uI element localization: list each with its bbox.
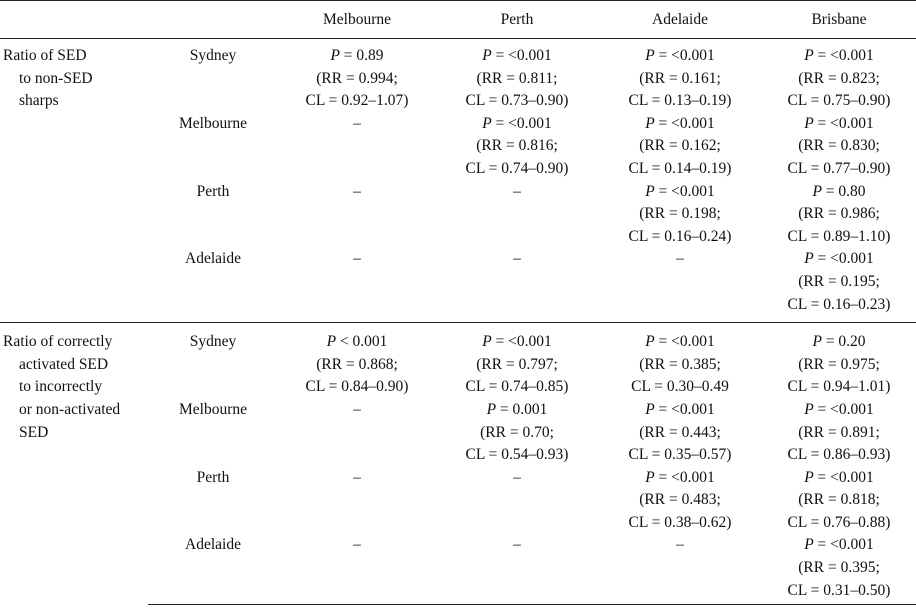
- p-symbol: P: [482, 333, 492, 351]
- table-cell: [598, 323, 762, 399]
- group-label: [0, 323, 148, 605]
- rr-value: (RR = 0.797;: [476, 355, 558, 373]
- cl-value: CL = 0.84–0.90): [305, 378, 409, 396]
- p-symbol: P: [645, 333, 655, 351]
- empty-cell-dash: –: [513, 250, 521, 268]
- p-value-line: [598, 113, 762, 136]
- cl-value: CL = 0.75–0.90): [787, 92, 891, 110]
- row-city-label: Adelaide: [148, 534, 278, 604]
- p-value: = <0.001: [813, 536, 874, 554]
- table-cell: [762, 181, 916, 249]
- p-symbol: P: [645, 468, 655, 486]
- row-city-label: Sydney: [148, 323, 278, 399]
- p-value: = 0.20: [821, 333, 866, 351]
- table-cell: [278, 399, 436, 467]
- table-cell: [598, 467, 762, 535]
- p-symbol: P: [804, 536, 814, 554]
- p-value: = <0.001: [813, 468, 874, 486]
- p-value: = <0.001: [654, 333, 715, 351]
- table-cell: [278, 323, 436, 399]
- empty-cell-dash: –: [513, 182, 521, 200]
- header-blank-1: [0, 1, 148, 39]
- p-value: = 0.89: [339, 47, 384, 64]
- p-symbol: P: [804, 400, 814, 418]
- p-value-line: [436, 399, 598, 422]
- table-cell: [598, 39, 762, 113]
- p-value-line: [278, 45, 436, 68]
- p-value-line: [436, 331, 598, 354]
- column-header-adelaide: Adelaide: [598, 1, 762, 39]
- cl-value: CL = 0.76–0.88): [787, 513, 891, 531]
- cl-value: CL = 0.31–0.50): [787, 581, 891, 599]
- row-city-label: Sydney: [189, 47, 237, 64]
- table-group-sed-ratio: [0, 39, 916, 323]
- cl-value: CL = 0.89–1.10): [787, 227, 891, 245]
- p-symbol: P: [645, 400, 655, 418]
- column-header-melbourne: Melbourne: [278, 1, 436, 39]
- p-symbol: P: [812, 182, 822, 200]
- rr-value: (RR = 0.195;: [798, 272, 880, 290]
- table-cell: [278, 113, 436, 181]
- cl-value: CL = 0.74–0.85): [465, 378, 569, 396]
- row-city-label: Perth: [196, 182, 230, 200]
- rr-value: (RR = 0.161;: [639, 69, 721, 87]
- cl-value: CL = 0.73–0.90): [465, 92, 569, 110]
- p-value-line: [762, 534, 916, 557]
- rr-value: (RR = 0.385;: [639, 355, 721, 373]
- p-value-line: [762, 181, 916, 204]
- rr-value: (RR = 0.823;: [798, 69, 880, 87]
- p-value: = 0.80: [821, 182, 866, 200]
- empty-cell-dash: –: [676, 250, 684, 268]
- p-value-line: [762, 331, 916, 354]
- header-blank-2: [148, 1, 278, 39]
- table-row: [0, 323, 916, 399]
- p-symbol: P: [482, 114, 492, 132]
- p-value-line: [598, 45, 762, 68]
- group-label: [0, 39, 148, 323]
- rr-value: (RR = 0.994;: [316, 69, 398, 87]
- empty-cell-dash: –: [353, 250, 361, 268]
- p-symbol: P: [326, 333, 337, 351]
- group-label-line: activated SED: [19, 355, 109, 373]
- table-cell: [762, 113, 916, 181]
- p-value: = <0.001: [491, 114, 552, 132]
- table-group-activation-ratio: [0, 323, 916, 605]
- table-row: [0, 39, 916, 113]
- p-symbol: P: [804, 47, 814, 64]
- table-cell: [278, 181, 436, 249]
- cl-value: CL = 0.92–1.07): [305, 92, 409, 110]
- p-symbol: P: [486, 400, 497, 418]
- p-value-line: [762, 45, 916, 68]
- table-header: [0, 1, 916, 39]
- p-value: = <0.001: [813, 250, 874, 268]
- table-cell: [762, 323, 916, 399]
- p-value: = <0.001: [654, 468, 715, 486]
- empty-cell-dash: –: [353, 182, 361, 200]
- table-cell: [598, 248, 762, 322]
- row-city-label: Melbourne: [178, 114, 247, 132]
- p-value-line: [598, 331, 762, 354]
- rr-value: (RR = 0.868;: [316, 355, 398, 373]
- empty-cell-dash: –: [353, 468, 361, 486]
- row-city-label: Perth: [196, 468, 230, 486]
- header-row: [0, 1, 916, 39]
- cl-value: CL = 0.54–0.93): [465, 446, 569, 464]
- group-label-line: or non-activated: [19, 400, 121, 418]
- p-value: < 0.001: [336, 333, 388, 351]
- p-value: = <0.001: [813, 114, 874, 132]
- cl-value: CL = 0.30–0.49: [631, 378, 729, 396]
- column-header-perth: Perth: [436, 1, 598, 39]
- table-cell: [762, 534, 916, 604]
- empty-cell-dash: –: [513, 468, 521, 486]
- empty-cell-dash: –: [353, 536, 361, 554]
- table-cell: [436, 534, 598, 604]
- table-cell: [436, 467, 598, 535]
- empty-cell-dash: –: [513, 536, 521, 554]
- rr-value: (RR = 0.395;: [798, 559, 880, 577]
- row-city-label: Adelaide: [185, 250, 241, 268]
- rr-value: (RR = 0.198;: [639, 205, 721, 223]
- p-value-line: [278, 331, 436, 354]
- table-cell: [762, 248, 916, 322]
- table-cell: [436, 248, 598, 322]
- p-symbol: P: [482, 47, 492, 64]
- cl-value: CL = 0.94–1.01): [787, 378, 891, 396]
- cl-value: CL = 0.35–0.57): [628, 446, 732, 464]
- p-symbol: P: [804, 468, 814, 486]
- rr-value: (RR = 0.70;: [480, 423, 554, 441]
- cl-value: CL = 0.13–0.19): [628, 92, 732, 110]
- p-value: = <0.001: [491, 47, 552, 64]
- column-header-brisbane: Brisbane: [762, 1, 916, 39]
- table-cell: [762, 399, 916, 467]
- row-city-label: Melbourne: [178, 400, 247, 418]
- table-cell: [598, 534, 762, 604]
- table-cell: [278, 534, 436, 604]
- p-symbol: P: [812, 333, 822, 351]
- rr-value: (RR = 0.483;: [639, 491, 721, 509]
- p-symbol: P: [645, 182, 655, 200]
- p-value: = <0.001: [654, 182, 715, 200]
- table-cell: [598, 399, 762, 467]
- p-value-line: [598, 467, 762, 490]
- p-value: = <0.001: [813, 47, 874, 64]
- p-value: = <0.001: [654, 400, 715, 418]
- group-label-line: sharps: [19, 92, 59, 110]
- cl-value: CL = 0.16–0.23): [787, 295, 891, 313]
- p-value: = <0.001: [654, 47, 715, 64]
- p-value-line: [436, 113, 598, 136]
- group-label-line: Ratio of SED: [3, 47, 87, 64]
- empty-cell-dash: –: [676, 536, 684, 554]
- p-symbol: P: [645, 114, 655, 132]
- p-value-line: [598, 181, 762, 204]
- p-symbol: P: [645, 47, 655, 64]
- cl-value: CL = 0.14–0.19): [628, 159, 732, 177]
- p-symbol: P: [330, 47, 340, 64]
- rr-value: (RR = 0.986;: [798, 205, 880, 223]
- group-label-line: to non-SED: [19, 69, 93, 87]
- p-value-line: [762, 399, 916, 422]
- table-cell: [762, 467, 916, 535]
- group-label-line: to incorrectly: [19, 378, 103, 396]
- table-cell: [436, 323, 598, 399]
- p-value: = <0.001: [654, 114, 715, 132]
- table-cell: [598, 181, 762, 249]
- cl-value: CL = 0.77–0.90): [787, 159, 891, 177]
- cl-value: CL = 0.74–0.90): [465, 159, 569, 177]
- group-label-line: Ratio of correctly: [3, 333, 113, 351]
- rr-value: (RR = 0.162;: [639, 137, 721, 155]
- rr-value: (RR = 0.975;: [798, 355, 880, 373]
- p-value: = <0.001: [813, 400, 874, 418]
- table-cell: [278, 248, 436, 322]
- table-cell: [598, 113, 762, 181]
- rr-value: (RR = 0.816;: [476, 137, 558, 155]
- table-cell: [762, 39, 916, 113]
- table-cell: [436, 39, 598, 113]
- table-cell: [436, 181, 598, 249]
- p-value-line: [762, 113, 916, 136]
- p-value-line: [436, 45, 598, 68]
- p-value: = 0.001: [496, 400, 548, 418]
- cl-value: CL = 0.38–0.62): [628, 513, 732, 531]
- cl-value: CL = 0.16–0.24): [628, 227, 732, 245]
- p-symbol: P: [804, 114, 814, 132]
- rr-value: (RR = 0.811;: [476, 69, 558, 87]
- p-value-line: [598, 399, 762, 422]
- rr-value: (RR = 0.818;: [798, 491, 880, 509]
- rr-value: (RR = 0.891;: [798, 423, 880, 441]
- p-value-line: [762, 467, 916, 490]
- rr-value: (RR = 0.830;: [798, 137, 880, 155]
- empty-cell-dash: –: [353, 114, 361, 132]
- table-cell: [436, 399, 598, 467]
- rr-value: (RR = 0.443;: [639, 423, 721, 441]
- table-cell: [436, 113, 598, 181]
- group-label-line: SED: [19, 423, 49, 441]
- empty-cell-dash: –: [353, 400, 361, 418]
- table-cell: [278, 467, 436, 535]
- table-cell: [278, 39, 436, 113]
- p-symbol: P: [804, 250, 814, 268]
- cl-value: CL = 0.86–0.93): [787, 446, 891, 464]
- p-value-line: [762, 248, 916, 271]
- p-value: = <0.001: [491, 333, 552, 351]
